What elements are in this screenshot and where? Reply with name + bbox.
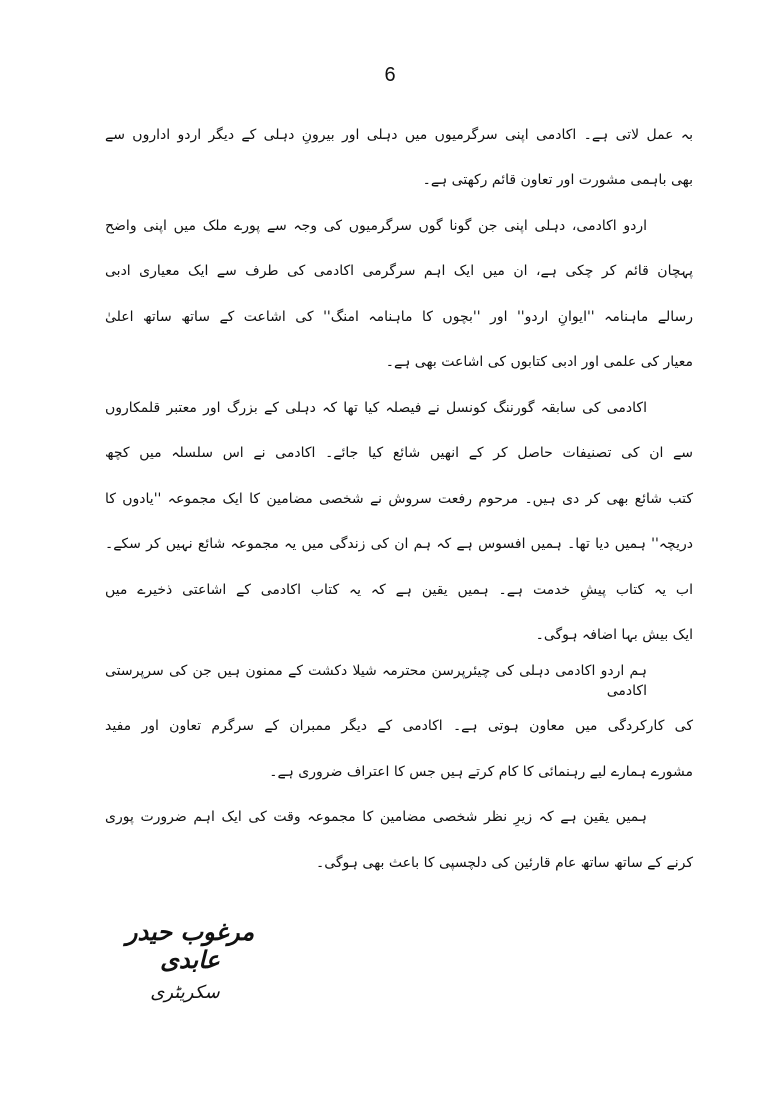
text-line: دریچہ'' ہمیں دیا تھا۔ ہمیں افسوس ہے کہ ہم ان کی زندگی میں یہ مجموعہ شائع نہیں کر سکے۔: [105, 536, 693, 553]
text-line-row: [105, 340, 693, 386]
text-line: ہم اردو اکادمی دہلی کی چیئرپرسن محترمہ شیلا دکشت کے ممنون ہیں جن کی سرپرستی اکادمی: [105, 662, 647, 699]
text-line-row: [105, 203, 693, 249]
signature-name: مرغوب حیدر عابدی: [125, 918, 255, 974]
text-line-row: [105, 567, 693, 613]
text-line: معیار کی علمی اور ادبی کتابوں کی اشاعت بھی ہے۔: [385, 354, 693, 371]
text-line: اکادمی کی سابقہ گورننگ کونسل نے فیصلہ کیا تھا کہ دہلی کے بزرگ اور معتبر قلمکاروں: [105, 399, 647, 416]
text-line: سے ان کی تصنیفات حاصل کر کے انھیں شائع کیا جائے۔ اکادمی نے اس سلسلہ میں کچھ: [105, 445, 693, 462]
text-line: اردو اکادمی، دہلی اپنی جن گونا گوں سرگرمیوں کی وجہ سے پورے ملک میں اپنی واضح: [105, 217, 647, 234]
text-line: پہچان قائم کر چکی ہے، ان میں ایک اہم سرگرمی اکادمی کی طرف سے ایک معیاری ادبی: [105, 263, 693, 280]
text-line-row: [105, 249, 693, 295]
text-line-row: [105, 613, 693, 659]
text-line-row: [105, 294, 693, 340]
text-line-row: [105, 749, 693, 795]
text-line: کتب شائع بھی کر دی ہیں۔ مرحوم رفعت سروش نے شخصی مضامین کا ایک مجموعہ ''یادوں کا: [105, 490, 693, 507]
text-line: مشورے ہمارے لیے رہنمائی کا کام کرتے ہیں جس کا اعتراف ضروری ہے۔: [269, 763, 693, 780]
text-line: کی کارکردگی میں معاون ہوتی ہے۔ اکادمی کے دیگر ممبران کے سرگرم تعاون اور مفید: [105, 718, 693, 735]
text-line: اب یہ کتاب پیشِ خدمت ہے۔ ہمیں یقین ہے کہ یہ کتاب اکادمی کے اشاعتی ذخیرے میں: [105, 581, 693, 598]
page-number: 6: [384, 64, 396, 86]
text-line-row: [105, 476, 693, 522]
text-line-row: [105, 431, 693, 477]
text-line: ہمیں یقین ہے کہ زیرِ نظر شخصی مضامین کا مجموعہ وقت کی ایک اہم ضرورت پوری: [105, 809, 647, 826]
text-line-row: [105, 658, 693, 704]
text-line-row: [105, 704, 693, 750]
text-line: بہ عمل لاتی ہے۔ اکادمی اپنی سرگرمیوں میں دہلی اور بیرونِ دہلی کے دیگر اردو اداروں سے: [105, 126, 693, 143]
text-line-row: [105, 385, 693, 431]
text-line-row: [105, 522, 693, 568]
text-line: ایک بیش بہا اضافہ ہوگی۔: [535, 627, 693, 644]
text-line-row: [105, 840, 693, 886]
text-line: رسالے ماہنامہ ''ایوانِ اردو'' اور ''بچوں کا ماہنامہ امنگ'' کی اشاعت کے ساتھ ساتھ اعلیٰ: [105, 308, 693, 325]
text-line: بھی باہمی مشورت اور تعاون قائم رکھتی ہے۔: [422, 172, 693, 189]
text-line-row: [105, 795, 693, 841]
document-body: [105, 112, 693, 886]
text-line-row: [105, 158, 693, 204]
signature-title: سکریٹری: [150, 982, 220, 1003]
text-line-row: [105, 112, 693, 158]
text-line: کرنے کے ساتھ ساتھ عام قارئین کی دلچسپی کا باعث بھی ہوگی۔: [315, 854, 693, 871]
